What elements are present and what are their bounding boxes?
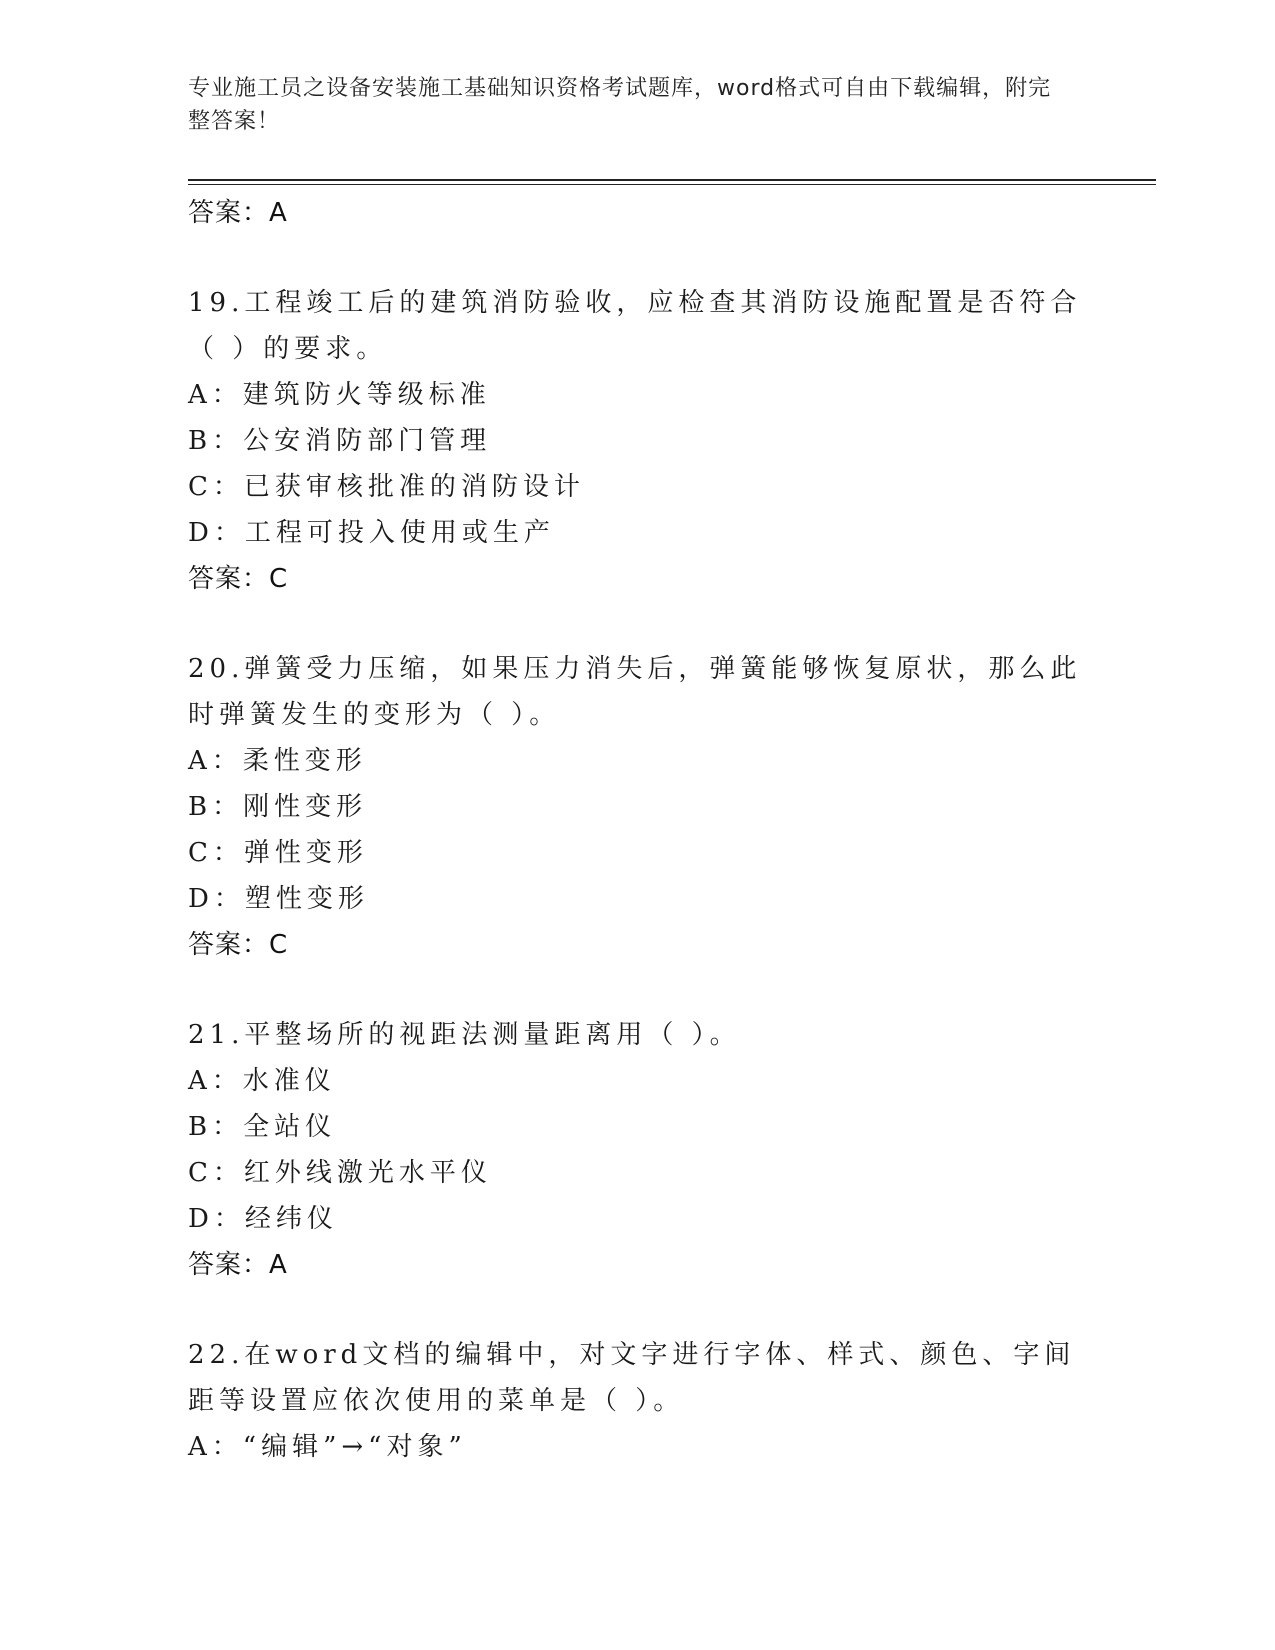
question-21 [188, 1012, 1088, 1288]
question-list [188, 190, 1088, 1470]
question-20 [188, 646, 1088, 968]
option-a: A：建筑防火等级标准 [188, 380, 491, 410]
option-c: C：已获审核批准的消防设计 [188, 472, 585, 502]
option-b: B：刚性变形 [188, 792, 368, 822]
option-b: B：全站仪 [188, 1112, 337, 1142]
header-divider-thick [188, 179, 1156, 181]
question-text: 21.平整场所的视距法测量距离用（ ）。 [188, 1020, 741, 1050]
answer-line: 答案：C [188, 930, 289, 960]
option-a: A：“编辑”→“对象” [188, 1432, 467, 1462]
question-19 [188, 280, 1088, 602]
answer-line: 答案：C [188, 564, 289, 594]
header-divider-thin [188, 184, 1156, 185]
option-a: A：柔性变形 [188, 746, 367, 776]
option-d: D：经纬仪 [188, 1204, 338, 1234]
answer-line: 答案：A [188, 198, 288, 228]
question-text: 20.弹簧受力压缩，如果压力消失后，弹簧能够恢复原状，那么此时弹簧发生的变形为（ ）。 [188, 654, 1082, 730]
option-d: D：工程可投入使用或生产 [188, 518, 555, 548]
document-header: 专业施工员之设备安装施工基础知识资格考试题库，word格式可自由下载编辑，附完整答案！ [188, 76, 1052, 134]
option-b: B：公安消防部门管理 [188, 426, 492, 456]
answer-line: 答案：A [188, 1250, 288, 1280]
option-d: D：塑性变形 [188, 884, 369, 914]
option-a: A：水准仪 [188, 1066, 336, 1096]
option-c: C：红外线激光水平仪 [188, 1158, 492, 1188]
question-text: 22.在word文档的编辑中，对文字进行字体、样式、颜色、字间距等设置应依次使用的菜单是（ ）。 [188, 1340, 1076, 1416]
question-22 [188, 1332, 1088, 1470]
option-c: C：弹性变形 [188, 838, 368, 868]
question-text: 19.工程竣工后的建筑消防验收，应检查其消防设施配置是否符合（ ）的要求。 [188, 288, 1082, 364]
